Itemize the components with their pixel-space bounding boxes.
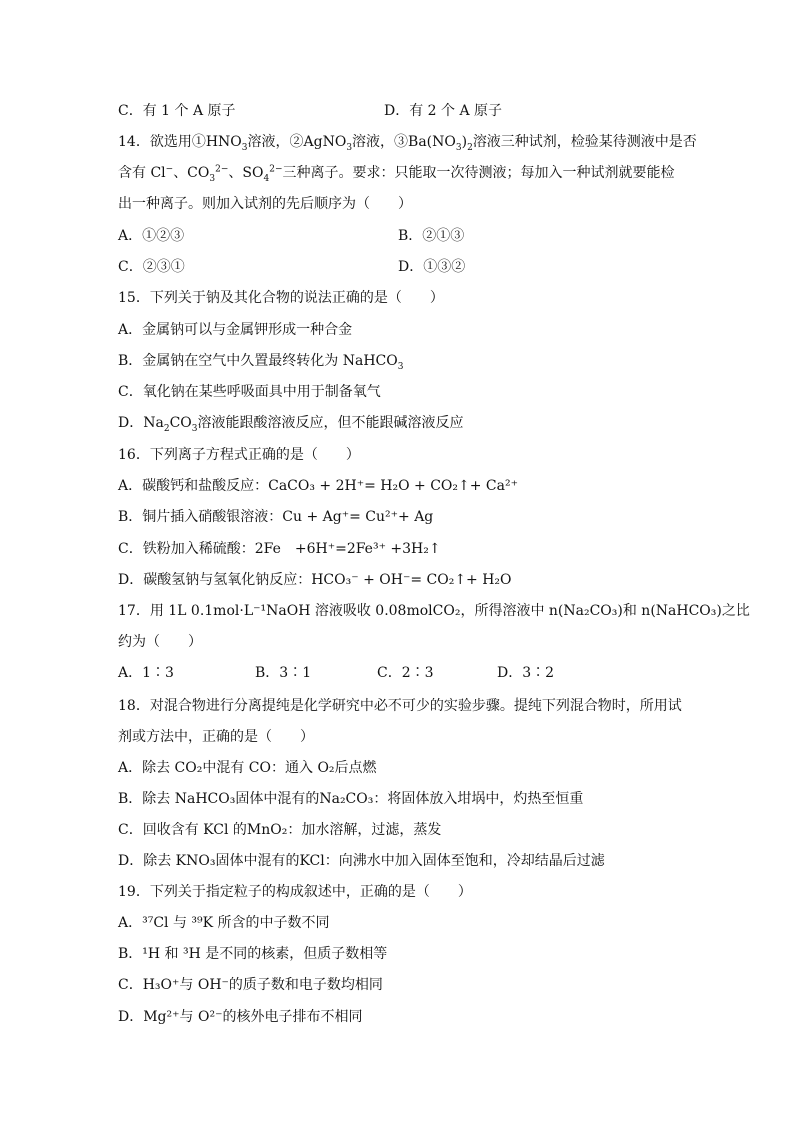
q16-option-d: D．碳酸氢钠与氢氧化钠反应：HCO₃⁻ + OH⁻= CO₂↑+ H₂O [118, 572, 512, 588]
q16-stem: 16．下列离子方程式正确的是（ ） [118, 447, 360, 463]
q17-stem-line1: 17．用 1L 0.1mol·L⁻¹NaOH 溶液吸收 0.08molCO₂，所得溶液中 n(Na₂CO₃)和 n(NaHCO₃)之比 [118, 603, 750, 619]
q19-option-d: D．Mg²⁺与 O²⁻的核外电子排布不相同 [118, 1009, 363, 1025]
q19-option-b: B．¹H 和 ³H 是不同的核素，但质子数相等 [118, 946, 388, 962]
q14-option-b: B．②①③ [398, 228, 465, 244]
q15-option-d: D．$Na_2CO_3$溶液能跟酸溶液反应，但不能跟碱溶液反应 [118, 415, 464, 434]
q13-option-d: D．有 2 个 A 原子 [384, 103, 503, 119]
q15-option-b: B．金属钠在空气中久置最终转化为 NaHCO$_3$ [118, 353, 404, 372]
q18-option-d: D．除去 KNO₃固体中混有的KCl：向沸水中加入固体至饱和，冷却结晶后过滤 [118, 853, 605, 869]
q14-option-c: C．②③① [118, 259, 185, 275]
q17-stem-line2: 约为（ ） [118, 634, 202, 650]
q16-option-c: C．铁粉加入稀硫酸：2Fe +6H⁺=2Fe³⁺ +3H₂↑ [118, 541, 441, 557]
q19-option-c: C．H₃O⁺与 OH⁻的质子数和电子数均相同 [118, 977, 383, 993]
q16-option-a: A．碳酸钙和盐酸反应：CaCO₃ + 2H⁺= H₂O + CO₂↑+ Ca²⁺ [118, 478, 518, 494]
q17-option-d: D．3∶2 [497, 665, 555, 681]
q18-option-a: A．除去 CO₂中混有 CO：通入 O₂后点燃 [118, 760, 377, 776]
q18-stem-line1: 18．对混合物进行分离提纯是化学研究中必不可少的实验步骤。提纯下列混合物时，所用试 [118, 698, 682, 714]
q18-option-b: B．除去 NaHCO₃固体中混有的Na₂CO₃：将固体放入坩埚中，灼热至恒重 [118, 791, 584, 807]
q14-stem-line2: 含有 Cl−、$CO_3^{2-}$、$SO_4^{2-}$三种离子。要求：只能取一次待测液；每加入一种试剂就要能检 [118, 164, 675, 184]
q18-option-c: C．回收含有 KCl 的MnO₂：加水溶解，过滤，蒸发 [118, 822, 442, 838]
q18-stem-line2: 剂或方法中，正确的是（ ） [118, 729, 314, 745]
q13-option-c: C．有 1 个 A 原子 [118, 103, 236, 119]
q14-option-a: A．①②③ [118, 228, 185, 244]
q15-option-c: C．氧化钠在某些呼吸面具中用于制备氧气 [118, 384, 381, 400]
q17-option-c: C．2∶3 [377, 665, 434, 681]
q15-stem: 15．下列关于钠及其化合物的说法正确的是（ ） [118, 290, 444, 306]
q14-stem-line1: 14．欲选用$①HNO_3$溶液，②AgNO$_3$溶液，$③Ba(NO_3)_2$溶液三种试剂，检验某待测液中是否 [118, 134, 697, 153]
q14-option-d: D．①③② [398, 259, 466, 275]
q17-option-a: A．1∶3 [118, 665, 174, 681]
q14-stem-line3: 出一种离子。则加入试剂的先后顺序为（ ） [118, 196, 412, 212]
q17-option-b: B．3∶1 [255, 665, 312, 681]
q16-option-b: B．铜片插入硝酸银溶液：Cu + Ag⁺= Cu²⁺+ Ag [118, 509, 434, 525]
q19-option-a: A．³⁷Cl 与 ³⁹K 所含的中子数不同 [118, 915, 330, 931]
q15-option-a: A．金属钠可以与金属钾形成一种合金 [118, 322, 353, 338]
q19-stem: 19．下列关于指定粒子的构成叙述中，正确的是（ ） [118, 884, 472, 900]
